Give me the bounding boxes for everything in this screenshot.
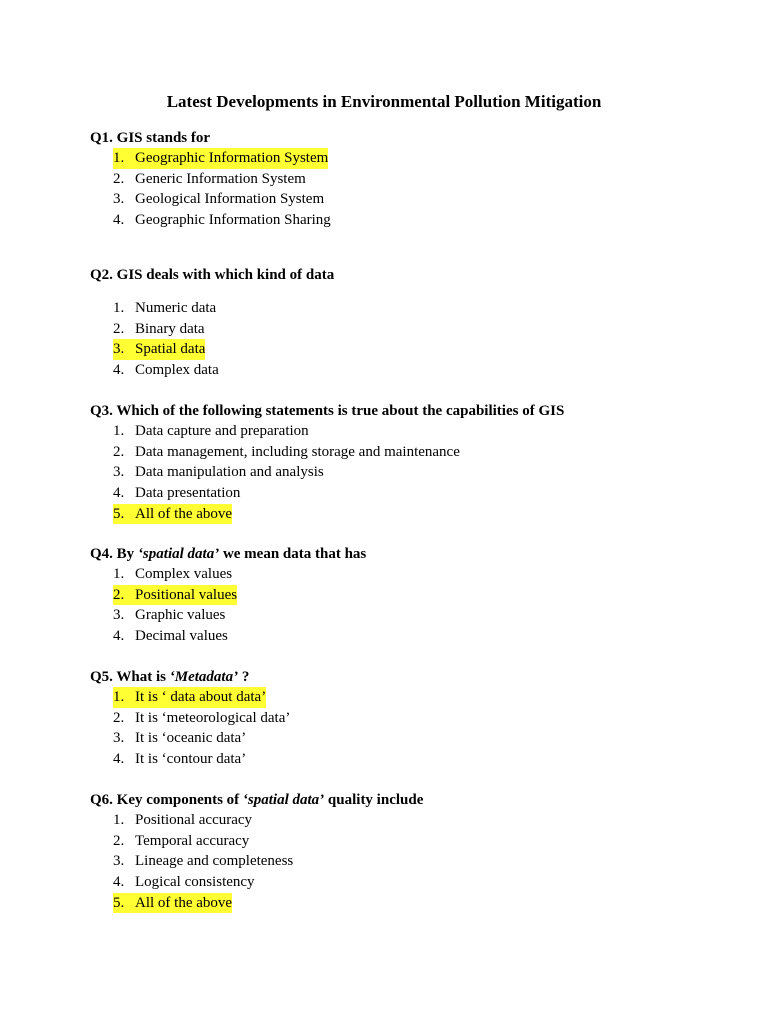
option-list bbox=[90, 298, 730, 381]
option-item bbox=[90, 851, 730, 872]
option-text: It is ‘oceanic data’ bbox=[135, 730, 247, 747]
option-item bbox=[90, 605, 730, 626]
answer-highlight bbox=[113, 504, 232, 525]
option-text: Complex values bbox=[135, 566, 233, 582]
option-item bbox=[90, 360, 730, 381]
option-text: Decimal values bbox=[135, 628, 228, 645]
option-text: Lineage and completeness bbox=[135, 853, 294, 870]
answer-highlight bbox=[113, 585, 237, 606]
question-title: Q6. Key components of ‘spatial data’ quality include bbox=[90, 792, 424, 808]
option-number: 5. bbox=[113, 505, 125, 522]
option-number: 2. bbox=[113, 586, 125, 603]
option-item bbox=[90, 831, 730, 852]
option-number: 4. bbox=[113, 628, 125, 645]
option-text: Data capture and preparation bbox=[135, 423, 309, 439]
option-text: Data management, including storage and maintenance bbox=[135, 443, 460, 460]
option-list bbox=[90, 564, 730, 647]
option-item bbox=[90, 564, 730, 585]
option-number: 1. bbox=[113, 812, 125, 828]
option-text: Geographic Information System bbox=[135, 150, 329, 166]
question-4 bbox=[90, 544, 730, 647]
option-number: 2. bbox=[113, 443, 125, 460]
option-text: Complex data bbox=[135, 362, 219, 379]
option-text: Spatial data bbox=[135, 341, 206, 358]
option-number: 4. bbox=[113, 212, 125, 229]
answer-highlight bbox=[113, 339, 205, 360]
answer-highlight bbox=[113, 687, 266, 708]
option-item bbox=[90, 319, 730, 340]
answer-highlight bbox=[113, 893, 232, 914]
option-number: 3. bbox=[113, 341, 125, 358]
option-item bbox=[90, 626, 730, 647]
option-text: Binary data bbox=[135, 320, 205, 337]
option-number: 2. bbox=[113, 832, 125, 849]
option-item bbox=[90, 810, 730, 831]
option-number: 2. bbox=[113, 170, 125, 187]
option-list bbox=[90, 148, 730, 231]
option-item bbox=[90, 728, 730, 749]
option-text: It is ‘contour data’ bbox=[135, 751, 247, 768]
option-text: Numeric data bbox=[135, 300, 217, 316]
option-item bbox=[90, 872, 730, 893]
option-number: 1. bbox=[113, 300, 125, 316]
option-number: 3. bbox=[113, 853, 125, 870]
option-text: Positional values bbox=[135, 586, 238, 603]
option-text: It is ‘meteorological data’ bbox=[135, 709, 291, 726]
option-number: 3. bbox=[113, 191, 125, 208]
question-3 bbox=[90, 401, 730, 524]
answer-highlight bbox=[113, 148, 328, 169]
option-number: 4. bbox=[113, 485, 125, 502]
option-item bbox=[90, 169, 730, 190]
option-number: 1. bbox=[113, 150, 125, 166]
option-number: 4. bbox=[113, 362, 125, 379]
option-item bbox=[90, 687, 730, 708]
option-text: Generic Information System bbox=[135, 170, 306, 187]
option-number: 1. bbox=[113, 423, 125, 439]
option-item bbox=[90, 893, 730, 914]
question-title: Q5. What is ‘Metadata’ ? bbox=[90, 669, 250, 685]
option-item bbox=[90, 708, 730, 729]
emphasis-term: ‘spatial data’ bbox=[137, 546, 220, 562]
option-number: 3. bbox=[113, 730, 125, 747]
question-6 bbox=[90, 790, 730, 913]
option-text: All of the above bbox=[135, 894, 233, 911]
option-item bbox=[90, 462, 730, 483]
option-number: 4. bbox=[113, 751, 125, 768]
option-number: 2. bbox=[113, 320, 125, 337]
option-item bbox=[90, 298, 730, 319]
option-number: 4. bbox=[113, 874, 125, 891]
option-item bbox=[90, 483, 730, 504]
option-item bbox=[90, 749, 730, 770]
option-text: It is ‘ data about data’ bbox=[135, 689, 267, 705]
option-list bbox=[90, 810, 730, 913]
page-title: Latest Developments in Environmental Pollution Mitigation bbox=[166, 92, 602, 111]
option-item bbox=[90, 442, 730, 463]
option-text: Graphic values bbox=[135, 607, 226, 624]
option-list bbox=[90, 421, 730, 524]
option-item bbox=[90, 148, 730, 169]
option-number: 1. bbox=[113, 566, 125, 582]
question-title: Q2. GIS deals with which kind of data bbox=[90, 267, 335, 283]
question-title: Q3. Which of the following statements is true about the capabilities of GIS bbox=[90, 403, 565, 419]
question-2 bbox=[90, 265, 730, 381]
option-number: 3. bbox=[113, 607, 125, 624]
option-item bbox=[90, 504, 730, 525]
option-text: Geological Information System bbox=[135, 191, 325, 208]
option-text: Logical consistency bbox=[135, 874, 255, 891]
option-item bbox=[90, 189, 730, 210]
option-item bbox=[90, 585, 730, 606]
option-text: Temporal accuracy bbox=[135, 832, 250, 849]
option-number: 5. bbox=[113, 894, 125, 911]
option-number: 3. bbox=[113, 464, 125, 481]
option-text: All of the above bbox=[135, 505, 233, 522]
option-item bbox=[90, 421, 730, 442]
option-item bbox=[90, 339, 730, 360]
option-text: Positional accuracy bbox=[135, 812, 253, 828]
option-text: Geographic Information Sharing bbox=[135, 212, 331, 229]
option-number: 2. bbox=[113, 709, 125, 726]
option-item bbox=[90, 210, 730, 231]
option-number: 1. bbox=[113, 689, 125, 705]
question-title: Q4. By ‘spatial data’ we mean data that has bbox=[90, 546, 367, 562]
option-list bbox=[90, 687, 730, 770]
emphasis-term: ‘Metadata’ bbox=[169, 669, 239, 685]
option-text: Data presentation bbox=[135, 485, 241, 502]
question-title: Q1. GIS stands for bbox=[90, 130, 211, 146]
question-1 bbox=[90, 128, 730, 231]
question-5 bbox=[90, 667, 730, 770]
emphasis-term: ‘spatial data’ bbox=[242, 792, 325, 808]
option-text: Data manipulation and analysis bbox=[135, 464, 324, 481]
